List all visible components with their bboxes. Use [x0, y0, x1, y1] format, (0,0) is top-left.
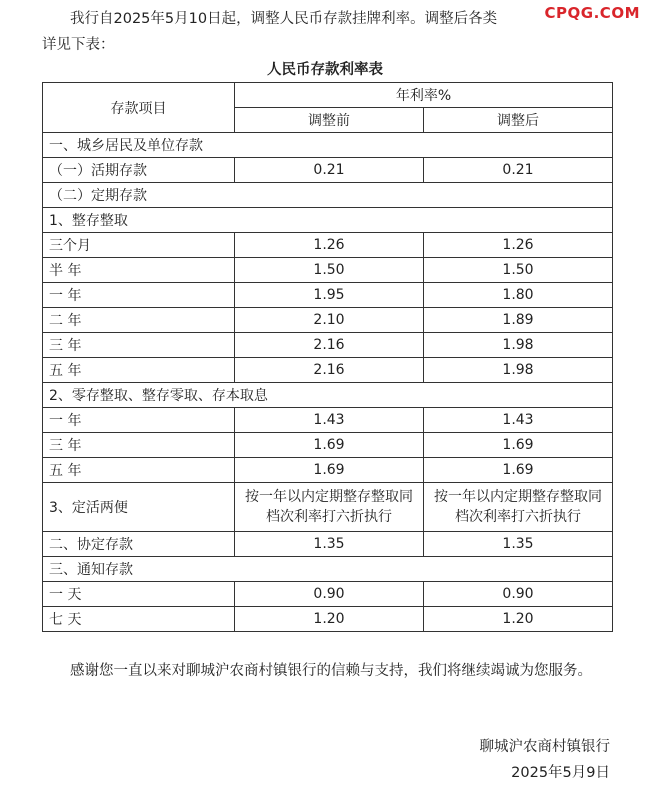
rate-before: 0.90	[235, 582, 424, 607]
rate-before: 1.69	[235, 433, 424, 458]
rate-after: 1.98	[424, 333, 613, 358]
table-row	[43, 458, 613, 483]
row-label: 1、整存整取	[43, 208, 613, 233]
rate-before: 1.35	[235, 532, 424, 557]
rate-before: 1.20	[235, 607, 424, 632]
rate-before: 2.16	[235, 333, 424, 358]
table-row	[43, 308, 613, 333]
table-row	[43, 483, 613, 532]
thanks-text: 感谢您一直以来对聊城沪农商村镇银行的信赖与支持，我们将继续竭诚为您服务。	[70, 663, 592, 679]
section-row	[43, 383, 613, 408]
rate-before: 1.95	[235, 283, 424, 308]
rate-before: 2.10	[235, 308, 424, 333]
row-label: 一 年	[43, 408, 235, 433]
signature	[480, 734, 611, 786]
table-row	[43, 333, 613, 358]
rate-after: 1.98	[424, 358, 613, 383]
intro-line-2: 详见下表：	[42, 37, 115, 53]
intro-paragraph	[42, 6, 602, 58]
row-label: （一）活期存款	[43, 158, 235, 183]
rate-after: 1.69	[424, 458, 613, 483]
table-row	[43, 233, 613, 258]
row-label: （二）定期存款	[43, 183, 613, 208]
section-row	[43, 133, 613, 158]
row-label: 一 天	[43, 582, 235, 607]
rate-before: 1.69	[235, 458, 424, 483]
row-label: 三 年	[43, 433, 235, 458]
rate-table-body	[43, 133, 613, 632]
section-row	[43, 183, 613, 208]
row-label: 一、城乡居民及单位存款	[43, 133, 613, 158]
row-label: 三 年	[43, 333, 235, 358]
table-row	[43, 408, 613, 433]
site-watermark: CPQG.COM	[544, 4, 640, 22]
row-label: 七 天	[43, 607, 235, 632]
rate-after: 1.50	[424, 258, 613, 283]
rate-after: 1.43	[424, 408, 613, 433]
section-row	[43, 557, 613, 582]
table-row	[43, 258, 613, 283]
intro-line-1: 我行自2025年5月10日起，调整人民币存款挂牌利率。调整后各类	[70, 11, 498, 27]
rate-before: 1.43	[235, 408, 424, 433]
header-item: 存款项目	[43, 83, 235, 133]
row-label: 三个月	[43, 233, 235, 258]
rate-before: 1.50	[235, 258, 424, 283]
table-row	[43, 532, 613, 557]
rate-after: 1.69	[424, 433, 613, 458]
table-row	[43, 433, 613, 458]
row-label: 二 年	[43, 308, 235, 333]
rate-after: 0.90	[424, 582, 613, 607]
table-row	[43, 582, 613, 607]
issue-date: 2025年5月9日	[511, 765, 610, 781]
row-label: 三、通知存款	[43, 557, 613, 582]
header-after: 调整后	[424, 108, 613, 133]
row-label: 五 年	[43, 358, 235, 383]
rate-table	[42, 82, 613, 632]
rate-before: 按一年以内定期整存整取同档次利率打六折执行	[235, 483, 424, 532]
rate-before: 0.21	[235, 158, 424, 183]
header-before: 调整前	[235, 108, 424, 133]
rate-after: 按一年以内定期整存整取同档次利率打六折执行	[424, 483, 613, 532]
row-label: 一 年	[43, 283, 235, 308]
table-row	[43, 283, 613, 308]
header-annual-rate: 年利率%	[235, 83, 613, 108]
row-label: 2、零存整取、整存零取、存本取息	[43, 383, 613, 408]
section-row	[43, 208, 613, 233]
row-label: 二、协定存款	[43, 532, 235, 557]
bank-name: 聊城沪农商村镇银行	[479, 739, 610, 755]
rate-after: 1.35	[424, 532, 613, 557]
table-title: 人民币存款利率表	[267, 62, 383, 78]
rate-after: 1.20	[424, 607, 613, 632]
table-row	[43, 158, 613, 183]
footer-paragraph	[42, 658, 612, 685]
rate-after: 0.21	[424, 158, 613, 183]
table-row	[43, 607, 613, 632]
table-row	[43, 358, 613, 383]
row-label: 半 年	[43, 258, 235, 283]
rate-before: 1.26	[235, 233, 424, 258]
rate-after: 1.26	[424, 233, 613, 258]
header-row-1	[43, 83, 613, 108]
rate-after: 1.89	[424, 308, 613, 333]
row-label: 五 年	[43, 458, 235, 483]
rate-after: 1.80	[424, 283, 613, 308]
row-label: 3、定活两便	[43, 483, 235, 532]
rate-before: 2.16	[235, 358, 424, 383]
